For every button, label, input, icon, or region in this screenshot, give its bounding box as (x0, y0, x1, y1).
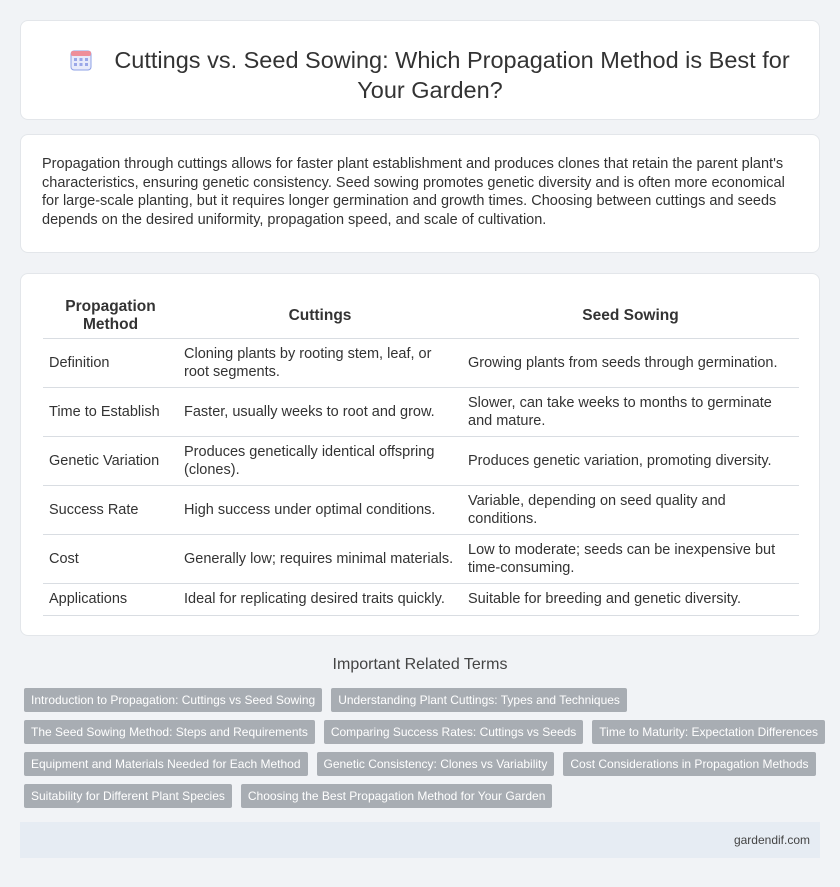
header-cuttings: Cuttings (178, 294, 462, 338)
comparison-card (20, 273, 820, 636)
related-tag[interactable]: Time to Maturity: Expectation Differences (592, 720, 825, 744)
comparison-table (43, 294, 799, 616)
related-tag[interactable]: Understanding Plant Cuttings: Types and Techniques (331, 688, 627, 712)
table-row (43, 387, 799, 436)
seed-cell: Low to moderate; seeds can be inexpensive but time-consuming. (462, 534, 799, 583)
seed-cell: Variable, depending on seed quality and conditions. (462, 485, 799, 534)
page-title-wrap (61, 45, 799, 105)
related-tag[interactable]: Introduction to Propagation: Cuttings vs Seed Sowing (24, 688, 322, 712)
cuttings-cell: Faster, usually weeks to root and grow. (178, 387, 462, 436)
table-row (43, 534, 799, 583)
cuttings-cell: Generally low; requires minimal materials. (178, 534, 462, 583)
seed-cell: Suitable for breeding and genetic diversity. (462, 583, 799, 615)
related-tag[interactable]: Cost Considerations in Propagation Methods (563, 752, 815, 776)
header-method: Propagation Method (43, 294, 178, 338)
tag-row (24, 720, 824, 744)
row-label: Success Rate (43, 485, 178, 534)
row-label: Genetic Variation (43, 436, 178, 485)
row-label: Definition (43, 338, 178, 387)
table-row (43, 583, 799, 615)
related-tag[interactable]: Comparing Success Rates: Cuttings vs Seeds (324, 720, 583, 744)
page-title: Cuttings vs. Seed Sowing: Which Propagation Method is Best for Your Garden? (114, 47, 790, 103)
related-tag[interactable]: Choosing the Best Propagation Method for Your Garden (241, 784, 553, 808)
table-row (43, 338, 799, 387)
row-label: Cost (43, 534, 178, 583)
tag-row (24, 688, 824, 712)
table-row (43, 436, 799, 485)
header-card (20, 20, 820, 120)
seed-cell: Growing plants from seeds through germination. (462, 338, 799, 387)
row-label: Applications (43, 583, 178, 615)
footer-site-link[interactable]: gardendif.com (733, 833, 810, 847)
cuttings-cell: Produces genetically identical offspring (clones). (178, 436, 462, 485)
tag-row (24, 752, 824, 776)
tag-row (24, 784, 824, 808)
seed-cell: Slower, can take weeks to months to germinate and mature. (462, 387, 799, 436)
cuttings-cell: Cloning plants by rooting stem, leaf, or root segments. (178, 338, 462, 387)
cuttings-cell: Ideal for replicating desired traits quickly. (178, 583, 462, 615)
related-terms-title: Important Related Terms (332, 656, 508, 673)
seed-cell: Produces genetic variation, promoting diversity. (462, 436, 799, 485)
related-tag[interactable]: The Seed Sowing Method: Steps and Requirements (24, 720, 315, 744)
table-header-row (43, 294, 799, 338)
related-tag[interactable]: Suitability for Different Plant Species (24, 784, 232, 808)
footer (20, 822, 820, 858)
table-row (43, 485, 799, 534)
calendar-icon (70, 49, 92, 71)
intro-paragraph: Propagation through cuttings allows for faster plant establishment and produces clones that retain the parent plant's characteristics, ensuring genetic consistency. Seed sowing promotes genetic diversity and is often more economical for large-scale planting, but it requires longer germination and growth times. Choosing between cuttings and seeds depends on the desired uniformity, propagation speed, and scale of cultivation. (42, 156, 785, 228)
cuttings-cell: High success under optimal conditions. (178, 485, 462, 534)
row-label: Time to Establish (43, 387, 178, 436)
header-seed-sowing: Seed Sowing (462, 294, 799, 338)
related-tag[interactable]: Genetic Consistency: Clones vs Variability (317, 752, 555, 776)
related-tag[interactable]: Equipment and Materials Needed for Each Method (24, 752, 308, 776)
intro-card (20, 134, 820, 253)
related-tags (24, 688, 824, 816)
